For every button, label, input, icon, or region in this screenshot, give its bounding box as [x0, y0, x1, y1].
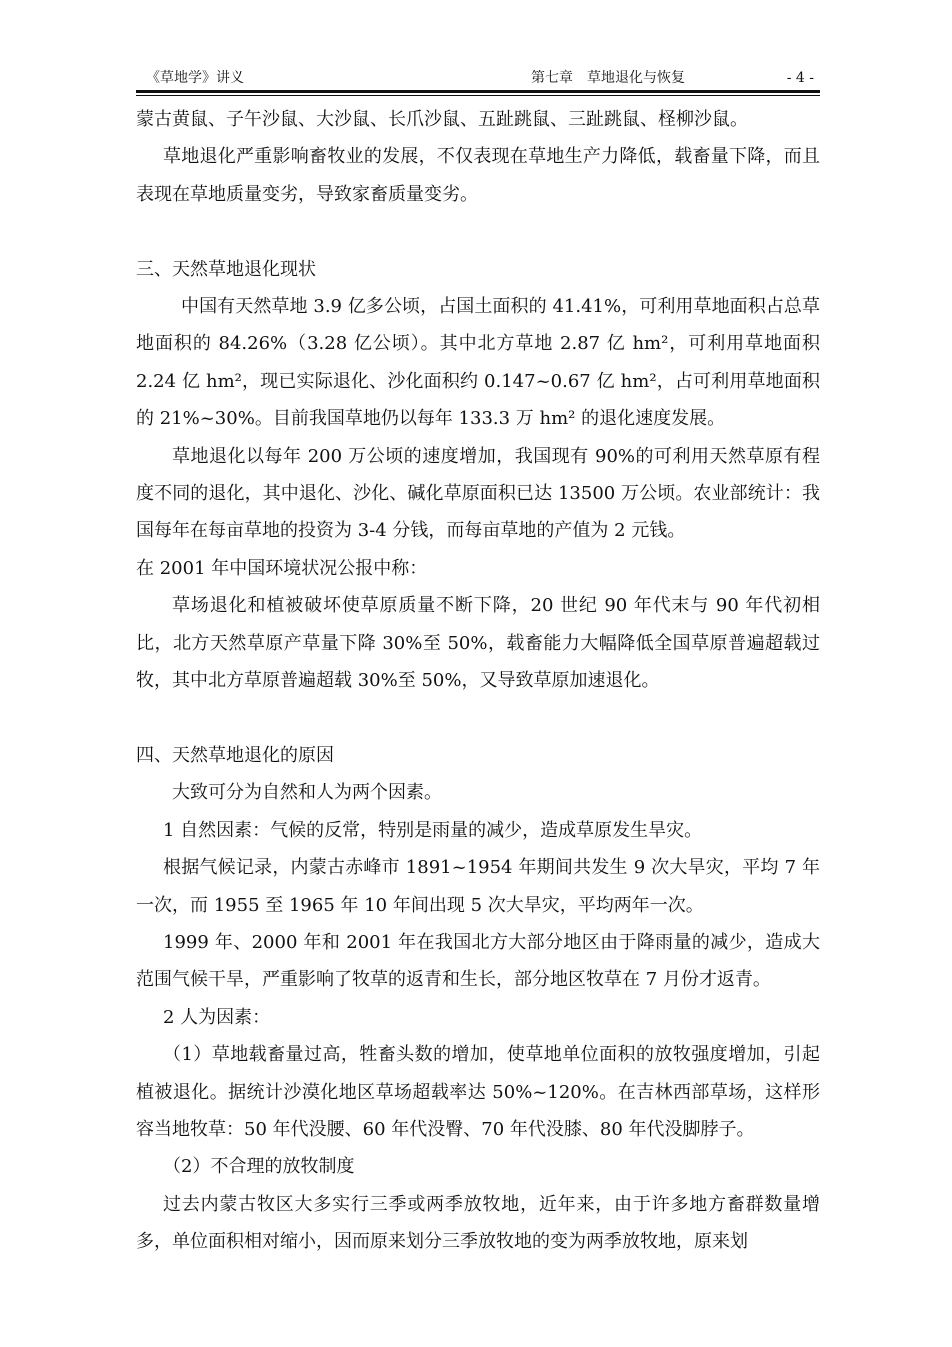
- paragraph-degradation-rate: 草地退化以每年 200 万公顷的速度增加，我国现有 90%的可利用天然草原有程度不同的退化，其中退化、沙化、碱化草原面积已达 13500 万公顷。农业部统计：我国每年在每亩草地的投资为 3-4 分钱，而每亩草地的产值为 2 元钱。: [136, 445, 820, 542]
- paragraph-rodent-list: 蒙古黄鼠、子午沙鼠、大沙鼠、长爪沙鼠、五趾跳鼠、三趾跳鼠、柽柳沙鼠。: [136, 109, 748, 130]
- paragraph-human-factor: 2 人为因素：: [163, 1006, 271, 1028]
- paragraph-grazing-system: 过去内蒙古牧区大多实行三季或两季放牧地，近年来，由于许多地方畜群数量增多，单位面积相对缩小，因而原来划分三季放牧地的变为两季放牧地，原来划: [136, 1193, 820, 1253]
- spacer: [136, 213, 820, 250]
- header-page-number: - 4 -: [786, 70, 814, 86]
- header-rule-thick: [136, 90, 820, 93]
- paragraph-overgrazing: （1）草地载畜量过高，牲畜头数的增加，使草地单位面积的放牧强度增加，引起植被退化。据统计沙漠化地区草场超载率达 50%~120%。在吉林西部草场，这样形容当地牧草：50 年代没腰、60 年代没臀、70 年代没膝、80 年代没脚脖子。: [136, 1044, 820, 1140]
- header-chapter-title: 第七章 草地退化与恢复: [531, 70, 685, 86]
- document-body: [136, 101, 820, 1261]
- header-rule-thin: [136, 95, 820, 96]
- paragraph-two-factors: 大致可分为自然和人为两个因素。: [172, 782, 442, 804]
- paragraph-natural-factor: 1 自然因素：气候的反常，特别是雨量的减少，造成草原发生旱灾。: [163, 819, 703, 841]
- paragraph-bulletin-intro: 在 2001 年中国环境状况公报中称：: [136, 557, 428, 579]
- paragraph-bulletin-quote: 草场退化和植被破坏使草原质量不断下降，20 世纪 90 年代末与 90 年代初相比，北方天然草原产草量下降 30%至 50%，载畜能力大幅降低全国草原普遍超载过牧，其中北方草原普遍超载 30%至 50%，又导致草原加速退化。: [136, 595, 820, 692]
- paragraph-impact: 草地退化严重影响畜牧业的发展，不仅表现在草地生产力降低，载畜量下降，而且表现在草地质量变劣，导致家畜质量变劣。: [136, 146, 820, 205]
- paragraph-grassland-area: 中国有天然草地 3.9 亿多公顷，占国土面积的 41.41%，可利用草地面积占总草地面积的 84.26%（3.28 亿公顷）。其中北方草地 2.87 亿 hm²，可利用草地面积 2.24 亿 hm²，现已实际退化、沙化面积约 0.147~0.67 亿 hm²，占可利用草地面积的 21%~30%。目前我国草地仍以每年 133.3 万 hm² 的退化速度发展。: [136, 296, 820, 430]
- paragraph-drought-1999: 1999 年、2000 年和 2001 年在我国北方大部分地区由于降雨量的减少，造成大范围气候干旱，严重影响了牧草的返青和生长，部分地区牧草在 7 月份才返青。: [136, 931, 820, 991]
- header-course-title: 《草地学》讲义: [146, 70, 244, 86]
- paragraph-grazing-system-heading: （2）不合理的放牧制度: [163, 1156, 355, 1178]
- section-heading-status: 三、天然草地退化现状: [136, 258, 316, 280]
- spacer: [136, 699, 820, 736]
- page-header: [136, 66, 820, 90]
- paragraph-climate-record: 根据气候记录，内蒙古赤峰市 1891~1954 年期间共发生 9 次大旱灾，平均 7 年一次，而 1955 至 1965 年 10 年间出现 5 次大旱灾，平均两年一次。: [136, 857, 820, 916]
- section-heading-causes: 四、天然草地退化的原因: [136, 744, 334, 766]
